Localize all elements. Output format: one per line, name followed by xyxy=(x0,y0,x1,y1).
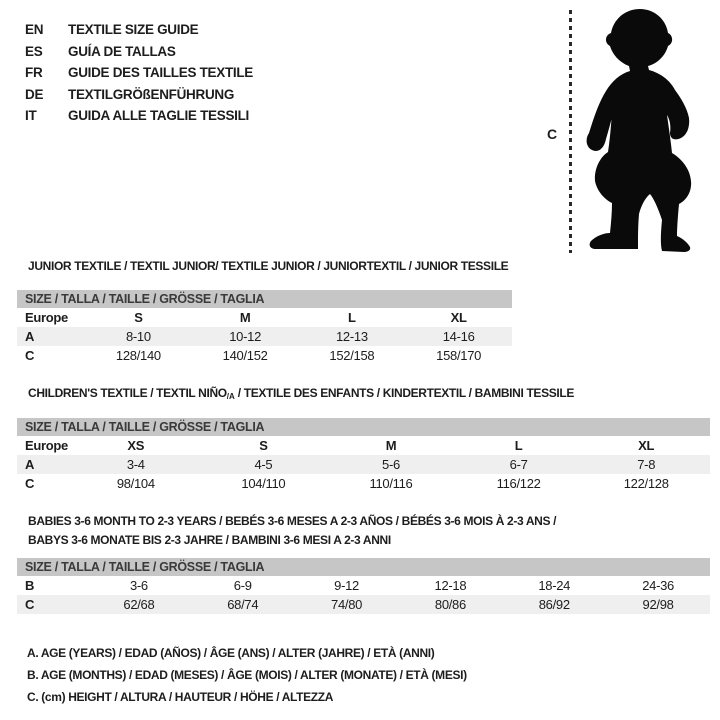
table-cell: 92/98 xyxy=(606,595,710,614)
table-cell: 158/170 xyxy=(436,348,482,363)
junior-size-table xyxy=(17,290,512,365)
lang-code: IT xyxy=(25,108,37,124)
lang-row-es xyxy=(25,41,253,63)
babies-title-line1: BABIES 3-6 MONTH TO 2-3 YEARS / BEBÉS 3-6 MESES A 2-3 AÑOS / BÉBÉS 3-6 MOIS À 2-3 ANS / xyxy=(28,514,557,528)
row-label: A xyxy=(17,455,72,474)
note-height-cm: C. (cm) HEIGHT / ALTURA / HAUTEUR / HÖHE / ALTEZZA xyxy=(27,690,334,704)
table-cell: 5-6 xyxy=(327,455,455,474)
child-silhouette-figure xyxy=(545,4,715,258)
table-cell: 86/92 xyxy=(502,595,606,614)
child-silhouette-image xyxy=(582,5,697,253)
table-cell: 3-4 xyxy=(72,455,200,474)
table-cell: 8-10 xyxy=(85,327,192,346)
table-cell: 152/158 xyxy=(329,348,375,363)
table-cell: 9-12 xyxy=(334,578,359,593)
table-cell: 116/122 xyxy=(496,476,541,491)
table-cell: L xyxy=(514,438,523,453)
lang-code: EN xyxy=(25,22,44,38)
size-header-bar: SIZE / TALLA / TAILLE / GRÖSSE / TAGLIA xyxy=(17,290,512,308)
table-cell: M xyxy=(385,438,397,453)
children-title-pre: CHILDREN'S TEXTILE / TEXTIL NIÑO xyxy=(28,386,227,400)
table-cell: 122/128 xyxy=(623,476,669,491)
table-cell: 12-13 xyxy=(299,327,406,346)
row-label: C xyxy=(17,595,87,614)
table-cell: 12-18 xyxy=(434,578,467,593)
table-cell: 6-7 xyxy=(455,455,583,474)
children-title-sub: /A xyxy=(226,392,235,401)
junior-table-title: JUNIOR TEXTILE / TEXTIL JUNIOR/ TEXTILE JUNIOR / JUNIORTEXTIL / JUNIOR TESSILE xyxy=(28,259,509,273)
row-label: A xyxy=(17,327,85,346)
lang-title: TEXTILE SIZE GUIDE xyxy=(68,22,199,38)
table-cell: 3-6 xyxy=(129,578,148,593)
lang-title: GUÍA DE TALLAS xyxy=(68,43,176,59)
lang-code: DE xyxy=(25,86,44,102)
table-cell: 7-8 xyxy=(582,455,710,474)
size-header-bar: SIZE / TALLA / TAILLE / GRÖSSE / TAGLIA xyxy=(17,558,710,576)
table-cell: XL xyxy=(638,438,655,453)
note-age-years: A. AGE (YEARS) / EDAD (AÑOS) / ÂGE (ANS) / ALTER (JAHRE) / ETÀ (ANNI) xyxy=(27,646,435,660)
lang-code: ES xyxy=(25,43,43,59)
table-cell: 140/152 xyxy=(222,348,268,363)
babies-table-title xyxy=(28,512,556,549)
row-label: Europe xyxy=(25,310,68,325)
row-label: C xyxy=(25,348,35,363)
lang-title: GUIDE DES TAILLES TEXTILE xyxy=(68,65,254,81)
table-cell: XL xyxy=(450,310,467,325)
children-size-table xyxy=(17,418,710,493)
table-cell: S xyxy=(259,438,268,453)
table-cell: S xyxy=(134,310,143,325)
table-cell: 68/74 xyxy=(191,595,295,614)
table-cell: 110/116 xyxy=(369,476,413,491)
table-cell: 18-24 xyxy=(538,578,571,593)
children-table-title xyxy=(28,386,574,401)
lang-row-en xyxy=(25,19,253,41)
table-cell: 62/68 xyxy=(87,595,191,614)
babies-size-table xyxy=(17,558,710,614)
lang-title: GUIDA ALLE TAGLIE TESSILI xyxy=(68,108,249,124)
table-cell: M xyxy=(239,310,251,325)
table-cell: XS xyxy=(127,438,145,453)
table-cell: L xyxy=(348,310,356,325)
table-cell: 80/86 xyxy=(399,595,503,614)
table-cell: 128/140 xyxy=(115,348,161,363)
note-age-months: B. AGE (MONTHS) / EDAD (MESES) / ÂGE (MOIS) / ALTER (MONATE) / ETÀ (MESI) xyxy=(27,668,467,682)
table-cell: 104/110 xyxy=(241,476,286,491)
table-cell: 24-36 xyxy=(642,578,674,593)
row-label: B xyxy=(25,578,35,593)
table-cell: 14-16 xyxy=(405,327,512,346)
height-measure-line xyxy=(569,10,572,253)
table-cell: 74/80 xyxy=(295,595,399,614)
row-label: Europe xyxy=(25,438,68,453)
row-label: C xyxy=(25,476,35,491)
table-cell: 10-12 xyxy=(192,327,299,346)
lang-row-fr xyxy=(25,62,253,84)
lang-title: TEXTILGRÖßENFÜHRUNG xyxy=(68,86,235,102)
language-list xyxy=(25,19,253,127)
height-measure-label: C xyxy=(547,126,558,142)
lang-code: FR xyxy=(25,65,43,81)
table-cell: 4-5 xyxy=(200,455,328,474)
babies-title-line2: BABYS 3-6 MONATE BIS 2-3 JAHRE / BAMBINI 3-6 MESI A 2-3 ANNI xyxy=(28,532,391,547)
lang-row-de xyxy=(25,84,253,106)
lang-row-it xyxy=(25,105,253,127)
size-header-bar: SIZE / TALLA / TAILLE / GRÖSSE / TAGLIA xyxy=(17,418,710,436)
table-cell: 6-9 xyxy=(233,578,252,593)
children-title-post: / TEXTILE DES ENFANTS / KINDERTEXTIL / BAMBINI TESSILE xyxy=(234,386,575,400)
table-cell: 98/104 xyxy=(116,476,155,491)
legend-notes xyxy=(27,642,467,708)
